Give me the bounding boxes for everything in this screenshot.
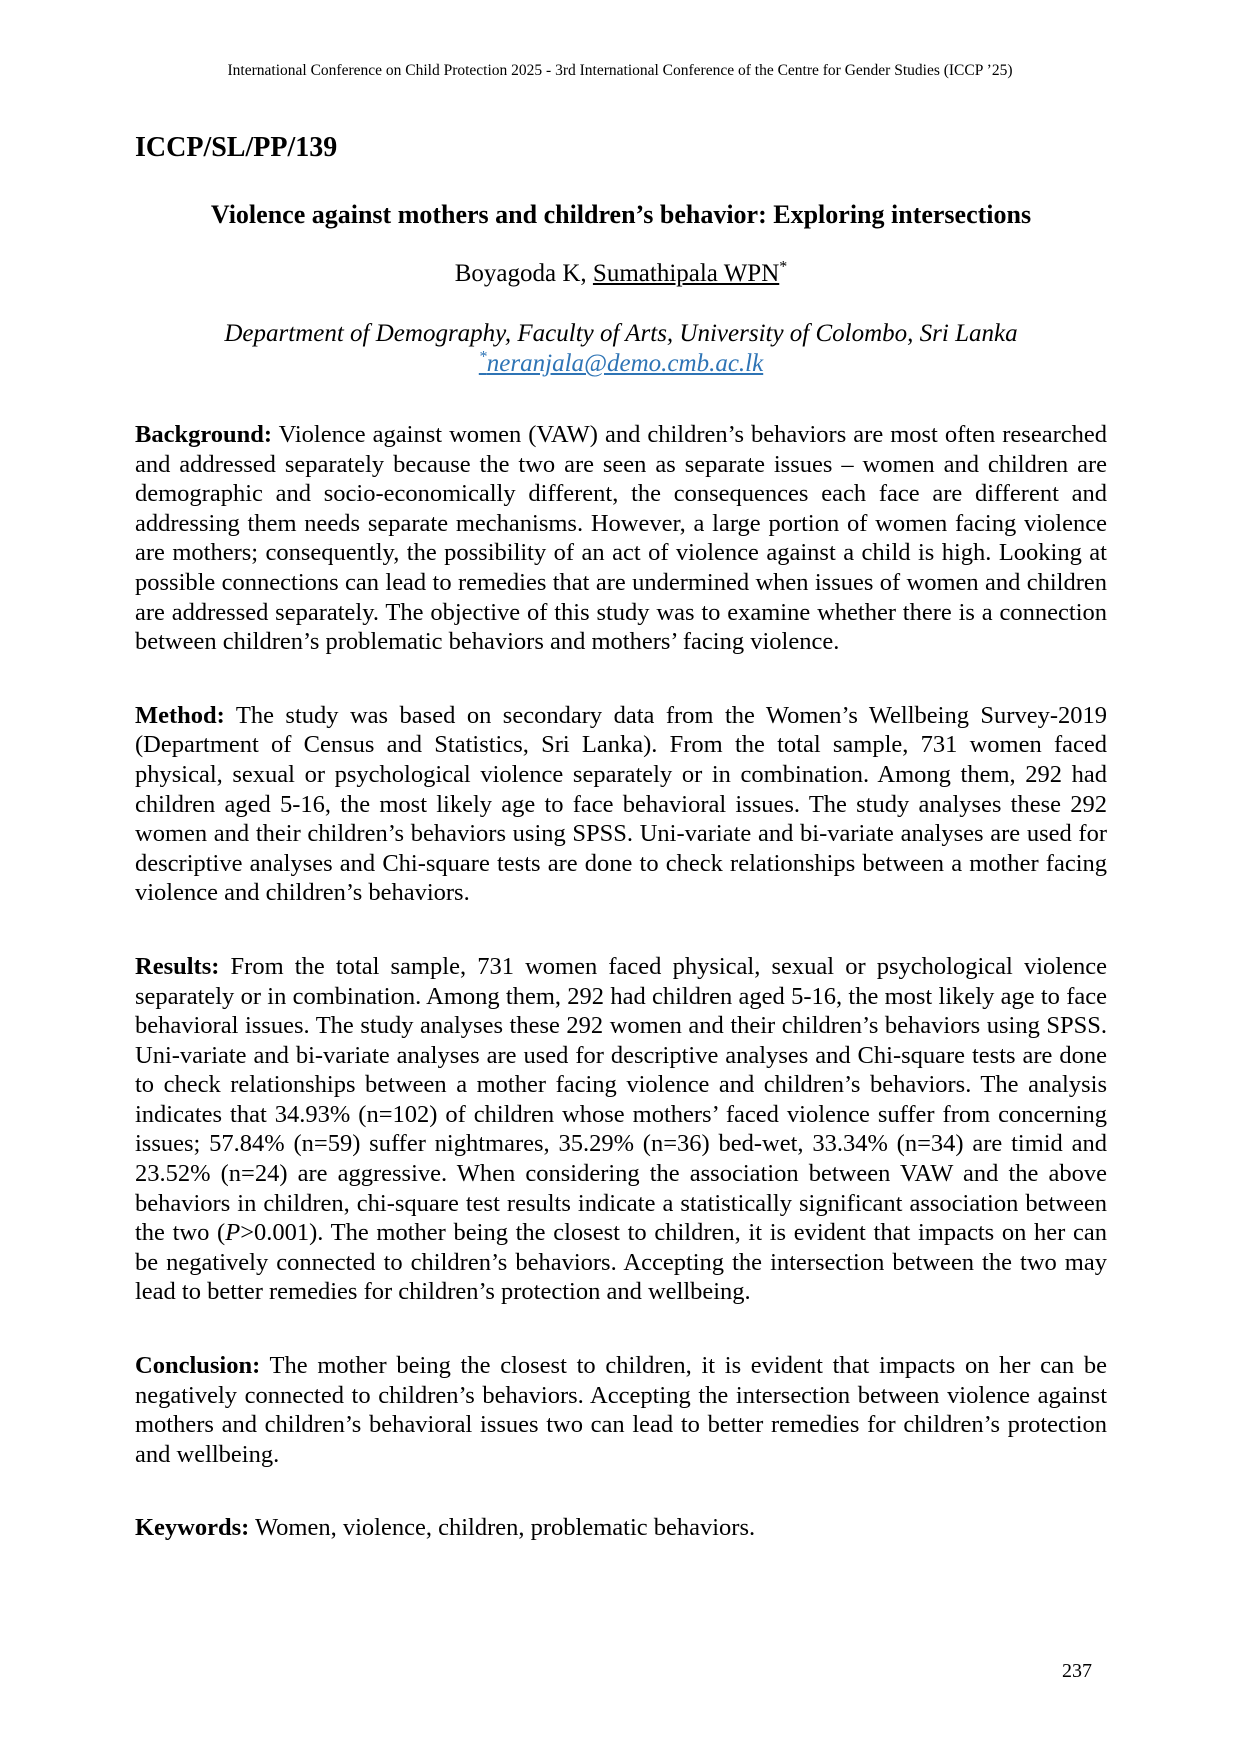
paper-title: Violence against mothers and children’s behavior: Exploring intersections xyxy=(210,200,1032,229)
results-label: Results: xyxy=(135,952,220,980)
authors-line xyxy=(135,260,1107,288)
conclusion-label: Conclusion: xyxy=(135,1352,261,1380)
results-p-symbol: P xyxy=(225,1219,241,1247)
conclusion-paragraph xyxy=(135,1351,1107,1469)
method-text: The study was based on secondary data from the Women’s Wellbeing Survey-2019 (Department of Census and Statistics, Sri Lanka). From the total sample, 731 women faced physical, sexual or psychological violence separately or in combination. Among them, 292 had children aged 5-16, the most likely age to face behavioral issues. The study analyses these 292 women and their children’s behaviors using SPSS. Uni-variate and bi-variate analyses are used for descriptive analyses and Chi-square tests are done to check relationships between a mother facing violence and children’s behaviors. xyxy=(135,701,1107,907)
affiliation-line: Department of Demography, Faculty of Arts, University of Colombo, Sri Lanka xyxy=(224,320,1018,347)
background-label: Background: xyxy=(135,421,273,448)
conclusion-text: The mother being the closest to children, it is evident that impacts on her can be negatively connected to children’s behaviors. Accepting the intersection between violence against mothers and children’s behavioral issues two can lead to better remedies for children’s protection and wellbeing. xyxy=(135,1352,1107,1468)
results-text-before-p: From the total sample, 731 women faced physical, sexual or psychological violence separately or in combination. Among them, 292 had children aged 5-16, the most likely age to face behavioral issues. The study analyses these 292 women and their children’s behaviors using SPSS. Uni-variate and bi-variate analyses are used for descriptive analyses and Chi-square tests are done to check relationships between a mother facing violence and children’s behaviors. The analysis indicates that 34.93% (n=102) of children whose mothers’ faced violence suffer from concerning issues; 57.84% (n=59) suffer nightmares, 35.29% (n=36) bed-wet, 33.34% (n=34) are timid and 23.52% (n=24) are aggressive. When considering the association between VAW and the above behaviors in children, chi-square test results indicate a statistically significant association between the two ( xyxy=(135,952,1107,1247)
results-text-after-p: >0.001). The mother being the closest to children, it is evident that impacts on her can be negatively connected to children’s behaviors. Accepting the intersection between the two may lead to better remedies for children’s protection and wellbeing. xyxy=(135,1219,1108,1306)
keywords-text: Women, violence, children, problematic behaviors. xyxy=(249,1514,756,1542)
method-paragraph xyxy=(135,701,1107,908)
first-author: Boyagoda K, xyxy=(454,260,593,287)
results-paragraph xyxy=(135,952,1107,1307)
keywords-paragraph xyxy=(135,1513,1107,1543)
email-line xyxy=(135,350,1107,378)
abstract-body xyxy=(135,420,1107,1543)
corresponding-author-marker: * xyxy=(779,258,788,276)
background-text: Violence against women (VAW) and children’s behaviors are most often researched and addressed separately because the two are seen as separate issues – women and children are demographic and socio-economically different, the consequences each face are different and addressing them needs separate mechanisms. However, a large portion of women facing violence are mothers; consequently, the possibility of an act of violence against a child is high. Looking at possible connections can lead to remedies that are undermined when issues of women and children are addressed separately. The objective of this study was to examine whether there is a connection between children’s problematic behaviors and mothers’ facing violence. xyxy=(135,421,1107,656)
keywords-label: Keywords: xyxy=(135,1514,250,1542)
email-link[interactable] xyxy=(479,350,763,377)
background-paragraph xyxy=(135,420,1107,657)
abstract-id: ICCP/SL/PP/139 xyxy=(135,132,338,163)
email-marker: * xyxy=(478,348,487,366)
corresponding-author: Sumathipala WPN xyxy=(592,260,780,287)
method-label: Method: xyxy=(135,701,225,729)
email-address: neranjala@demo.cmb.ac.lk xyxy=(486,350,764,377)
page-number: 237 xyxy=(1062,1660,1092,1682)
running-header: International Conference on Child Protection 2025 - 3rd International Conference of the Centre for Gender Studies (ICCP ’25) xyxy=(227,62,1013,79)
abstract-content xyxy=(135,132,1107,1543)
